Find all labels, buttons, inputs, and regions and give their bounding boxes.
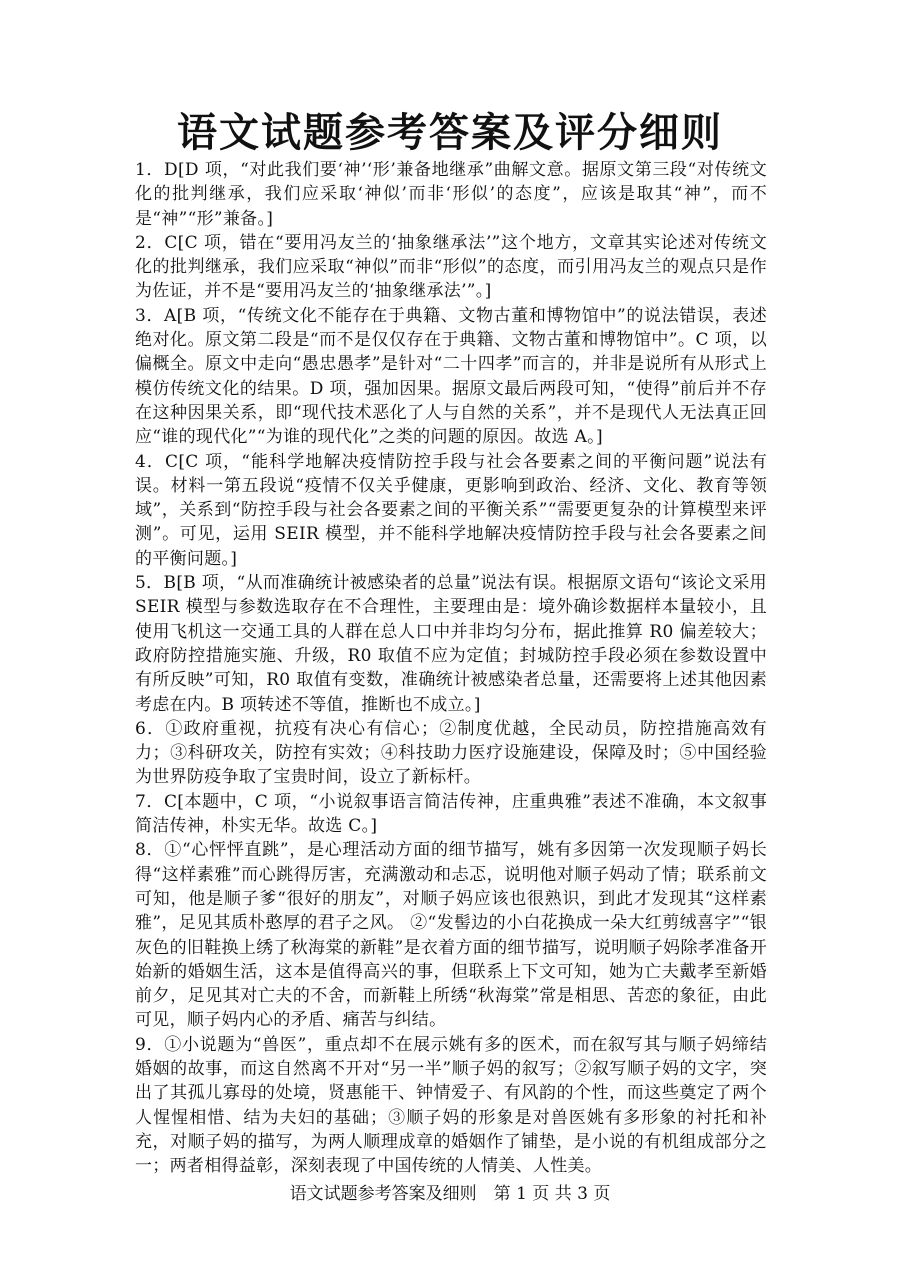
- answer-item-7: 7．C[本题中，C 项，“小说叙事语言简洁传神，庄重典雅”表述不准确，本文叙事简洁传神，朴实无华。故选 C。]: [135, 791, 767, 837]
- answer-item-4: 4．C[C 项，“能科学地解决疫情防控手段与社会各要素之间的平衡问题”说法有误。材料一第五段说“疫情不仅关乎健康，更影响到政治、经济、文化、教育等领域”，关系到“防控手段与社会各要素之间的平衡关系”“需要更复杂的计算模型来评测”。可见，运用 SEIR 模型，并不能科学地解决疫情防控手段与社会各要素之间的平衡问题。]: [135, 451, 767, 569]
- answer-item-2: 2．C[C 项，错在“要用冯友兰的‘抽象继承法’”这个地方，文章其实论述对传统文化的批判继承，我们应采取“神似”而非“形似”的态度，而引用冯友兰的观点只是作为佐证，并不是“要用冯友兰的‘抽象继承法’”。]: [135, 232, 767, 302]
- answer-item-3: 3．A[B 项，“传统文化不能存在于典籍、文物古董和博物馆中”的说法错误，表述绝对化。原文第二段是“而不是仅仅存在于典籍、文物古董和博物馆中”。C 项，以偏概全。原文中走向“愚忠愚孝”是针对“二十四孝”而言的，并非是说所有从形式上模仿传统文化的结果。D 项，强加因果。据原文最后两段可知，“使得”前后并不存在这种因果关系，即“现代技术恶化了人与自然的关系”，并不是现代人无法真正回应“谁的现代化”“为谁的现代化”之类的问题的原因。故选 A。]: [135, 305, 767, 448]
- answer-item-5: 5．B[B 项，“从而准确统计被感染者的总量”说法有误。根据原文语句“该论文采用 SEIR 模型与参数选取存在不合理性，主要理由是：境外确诊数据样本量较小，且使用飞机这一交通工具的人群在总人口中并非均匀分布，据此推算 R0 偏差较大；政府防控措施实施、升级，R0 取值不应为定值；封城防控手段必须在参数设置中有所反映”可知，R0 取值有变数，准确统计被感染者总量，还需要将上述其他因素考虑在内。B 项转述不等值，推断也不成立。]: [135, 573, 767, 715]
- page-footer: 语文试题参考答案及细则 第 1 页 共 3 页: [289, 1184, 611, 1204]
- answer-list: [135, 158, 767, 1178]
- answer-item-6: 6．①政府重视，抗疫有决心有信心；②制度优越，全民动员，防控措施高效有力；③科研攻关，防控有实效；④科技助力医疗设施建设，保障及时；⑤中国经验为世界防疫争取了宝贵时间，设立了新标杆。: [135, 718, 767, 788]
- answer-item-1: 1．D[D 项，“对此我们要‘神’‘形’兼备地继承”曲解文意。据原文第三段“对传统文化的批判继承，我们应采取‘神似’而非‘形似’的态度”，应该是取其“神”，而不是“神”“形”兼备。]: [135, 160, 767, 229]
- answer-item-8: 8．①“心怦怦直跳”，是心理活动方面的细节描写，姚有多因第一次发现顺子妈长得“这样素雅”而心跳得厉害，充满激动和忐忑，说明他对顺子妈动了情；联系前文可知，他是顺子爹“很好的朋友”，对顺子妈应该也很熟识，到此才发现其“这样素雅”，足见其质朴憨厚的君子之风。 ②“发髻边的小白花换成一朵大红剪绒喜字”“银灰色的旧鞋换上绣了秋海棠的新鞋”是衣着方面的细节描写，说明顺子妈除孝准备开始新的婚姻生活，这本是值得高兴的事，但联系上下文可知，她为亡夫戴孝至新婚前夕，足见其对亡夫的不舍，而新鞋上所绣“秋海棠”常是相思、苦恋的象征，由此可见，顺子妈内心的矛盾、痛苦与纠结。: [135, 840, 767, 1031]
- page-title: 语文试题参考答案及评分细则: [177, 110, 723, 156]
- answer-item-9: 9．①小说题为“兽医”，重点却不在展示姚有多的医术，而在叙写其与顺子妈缔结婚姻的故事，而这自然离不开对“另一半”顺子妈的叙写；②叙写顺子妈的文字，突出了其孤儿寡母的处境，贤惠能干、钟情爱子、有风韵的个性，而这些奠定了两个人惺惺相惜、结为夫妇的基础；③顺子妈的形象是对兽医姚有多形象的衬托和补充，对顺子妈的描写，为两人顺理成章的婚姻作了铺垫，是小说的有机组成部分之一；两者相得益彰，深刻表现了中国传统的人情美、人性美。: [135, 1034, 767, 1177]
